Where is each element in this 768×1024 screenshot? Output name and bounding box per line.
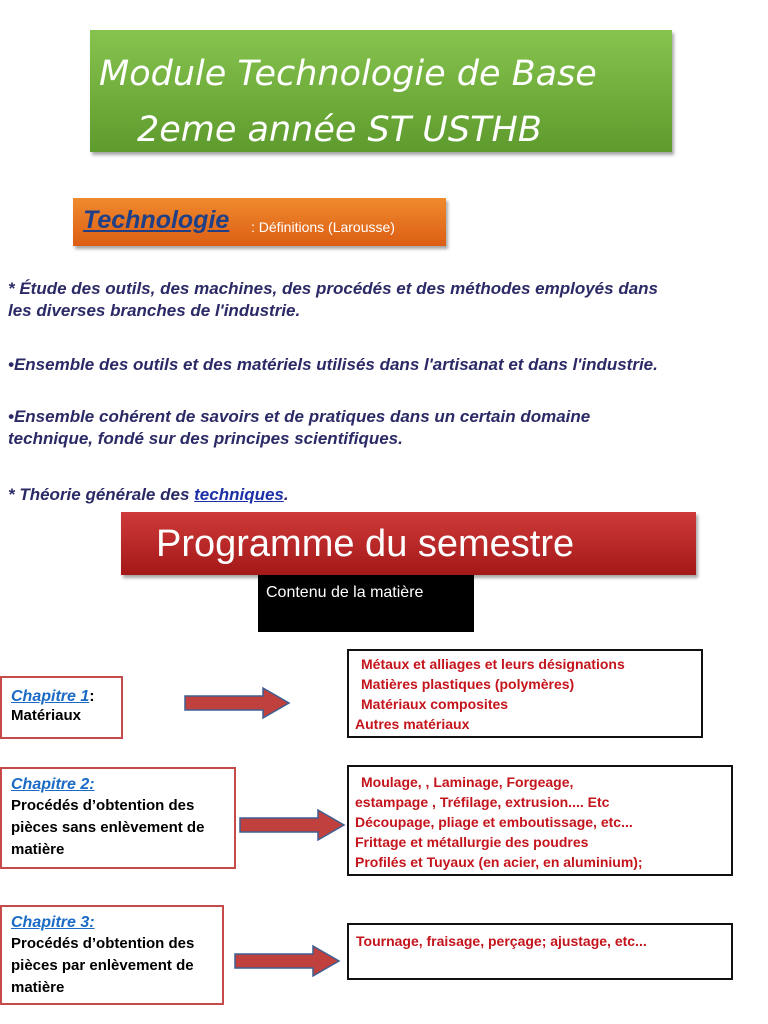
chapter-1-colon: : [89, 688, 95, 705]
technologie-heading [73, 198, 446, 246]
title-line-1: Module Technologie de Base [99, 54, 597, 94]
title-banner [90, 30, 672, 152]
chapter-2-details [347, 765, 733, 876]
definition-3 [8, 406, 728, 450]
detail-item: Moulage, , Laminage, Forgeage, [361, 774, 574, 790]
definition-3-line-1: •Ensemble cohérent de savoirs et de pratiques dans un certain domaine [8, 407, 591, 426]
definition-4 [8, 484, 728, 506]
chapter-2-line-2: pièces sans enlèvement de [11, 819, 205, 836]
chapter-1-box [0, 676, 123, 739]
chapter-2-line-3: matière [11, 841, 65, 858]
detail-item: Métaux et alliages et leurs désignations [361, 656, 625, 672]
definition-4-prefix: * Théorie générale des [8, 485, 195, 504]
programme-banner [121, 512, 696, 575]
definition-2-line: •Ensemble des outils et des matériels utilisés dans l'artisanat et dans l'industrie. [8, 355, 658, 374]
chapter-2-title[interactable]: Chapitre 2: [11, 776, 95, 793]
techniques-link[interactable]: techniques [194, 485, 284, 504]
definition-4-suffix: . [283, 485, 289, 504]
detail-item: Découpage, pliage et emboutissage, etc... [355, 814, 633, 830]
content-label: Contenu de la matière [266, 584, 424, 601]
content-label-box [258, 575, 474, 632]
chapter-3-details [347, 923, 733, 980]
technologie-word: Technologie [83, 206, 230, 234]
detail-item: Tournage, fraisage, perçage; ajustage, etc... [356, 933, 647, 949]
chapter-3-line-3: matière [11, 979, 65, 996]
chapter-1-title[interactable]: Chapitre 1 [11, 688, 90, 705]
detail-item: Matériaux composites [361, 696, 509, 712]
arrow-right-icon [238, 808, 346, 842]
definition-3-line-2: technique, fondé sur des principes scientifiques. [8, 429, 403, 448]
technologie-subtitle: : Définitions (Larousse) [251, 219, 395, 235]
definition-1 [8, 278, 728, 322]
chapter-3-line-1: Procédés d’obtention des [11, 935, 195, 952]
detail-item: Frittage et métallurgie des poudres [355, 834, 589, 850]
programme-title: Programme du semestre [156, 523, 575, 565]
chapter-1-details [347, 649, 703, 738]
title-line-2: 2eme année ST USTHB [137, 110, 542, 150]
chapter-1-text: Matériaux [11, 707, 82, 724]
definition-1-line-2: les diverses branches de l'industrie. [8, 301, 301, 320]
definition-2 [8, 354, 728, 376]
detail-item: Matières plastiques (polymères) [361, 676, 575, 692]
definition-1-line-1: * Étude des outils, des machines, des procédés et des méthodes employés dans [8, 279, 658, 298]
chapter-2-line-1: Procédés d’obtention des [11, 797, 195, 814]
chapter-2-box [0, 767, 236, 869]
detail-item: Profilés et Tuyaux (en acier, en aluminium); [355, 854, 643, 870]
arrow-right-icon [233, 944, 341, 978]
chapter-3-line-2: pièces par enlèvement de [11, 957, 194, 974]
detail-item: Autres matériaux [355, 716, 470, 732]
chapter-3-title[interactable]: Chapitre 3: [11, 914, 95, 931]
detail-item: estampage , Tréfilage, extrusion.... Etc [355, 794, 610, 810]
arrow-right-icon [183, 686, 291, 720]
chapter-3-box [0, 905, 224, 1005]
